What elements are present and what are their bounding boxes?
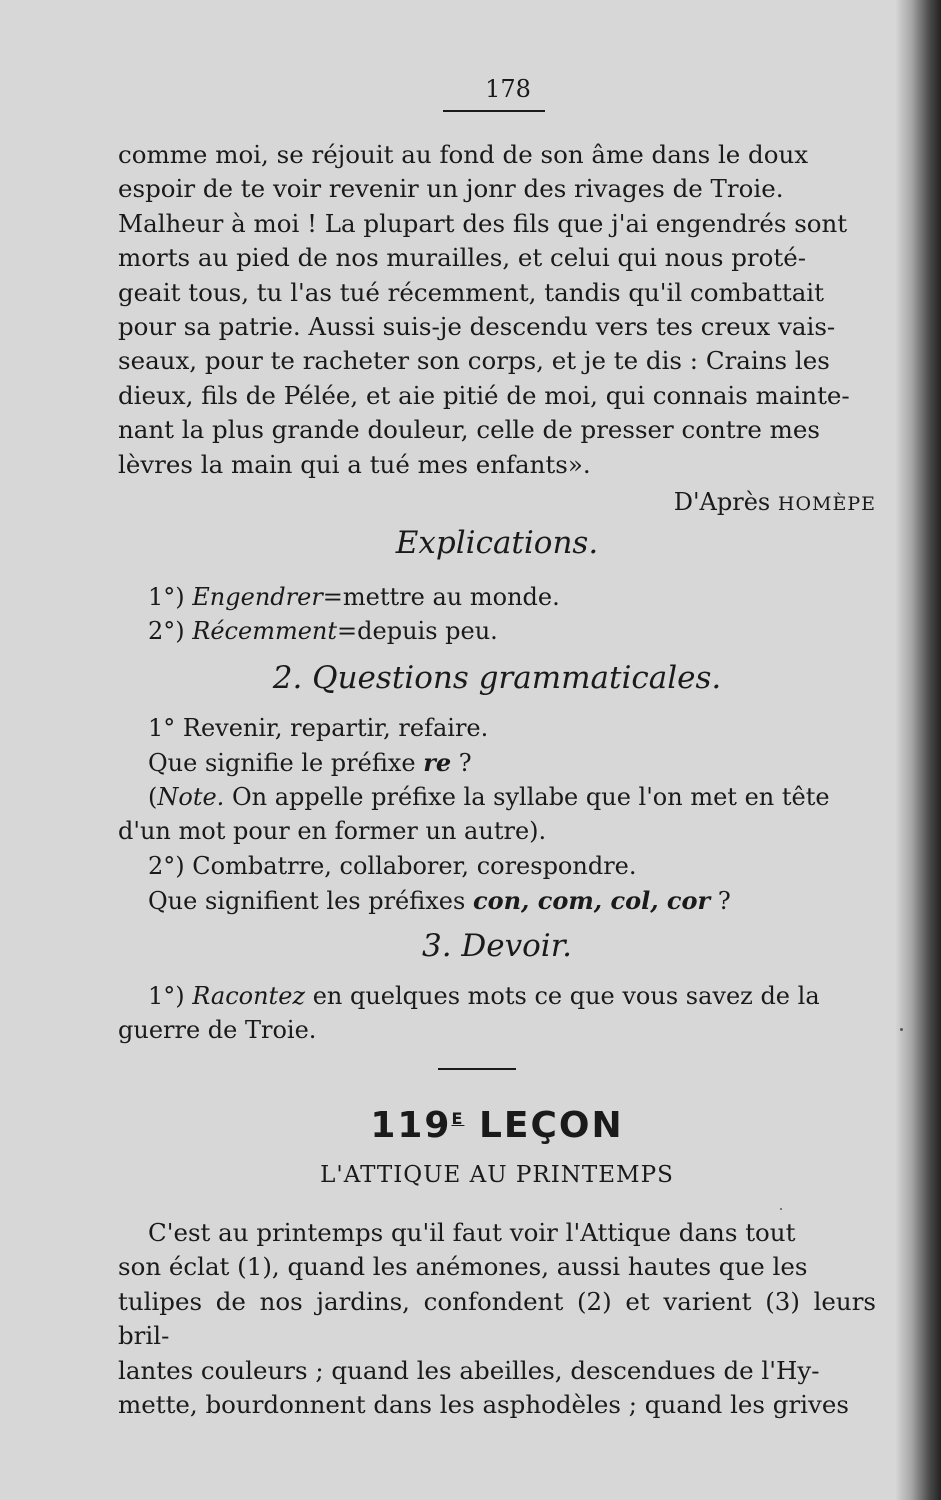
question-1-ask <box>148 748 472 777</box>
devoir-verb: Racontez <box>192 982 306 1010</box>
paragraph-line: son éclat (1), quand les anémones, aussi hautes que les <box>118 1252 808 1282</box>
ask-term: re <box>423 748 452 777</box>
lesson-word: LEÇON <box>478 1105 624 1146</box>
devoir-line-1 <box>148 982 820 1010</box>
lesson-title <box>118 1105 876 1146</box>
note-line-1 <box>148 783 830 811</box>
paragraph-line: lantes couleurs ; quand les abeilles, descendues de l'Hy- <box>118 1355 820 1385</box>
paragraph-line: pour sa patrie. Aussi suis-je descendu vers tes creux vais- <box>118 312 836 342</box>
paragraph-line: lèvres la main qui a tué mes enfants». <box>118 449 591 479</box>
question-1-words: 1° Revenir, repartir, refaire. <box>148 714 489 742</box>
explication-item <box>148 583 560 611</box>
lesson-number: 119 <box>370 1105 452 1146</box>
paragraph-line: morts au pied de nos murailles, et celui qui nous proté- <box>118 243 807 273</box>
paragraph-line: dieux, fils de Pélée, et aie pitié de moi, qui connais mainte- <box>118 380 850 410</box>
question-2-words: 2°) Combatrre, collaborer, corespondre. <box>148 852 637 880</box>
note-line-2: d'un mot pour en former un autre). <box>118 817 547 845</box>
paragraph-line: nant la plus grande douleur, celle de presser contre mes <box>118 415 820 445</box>
note-open: ( <box>148 783 158 811</box>
paper-speck <box>900 1028 903 1031</box>
paragraph-line: espoir de te voir revenir un jonr des rivages de Troie. <box>118 174 784 204</box>
opening-paragraph <box>118 138 876 482</box>
devoir-heading: 3. Devoir. <box>422 928 572 964</box>
devoir-text: en quelques mots ce que vous savez de la <box>305 982 820 1010</box>
page-number-rule <box>443 110 545 112</box>
closing-paragraph <box>118 1216 876 1422</box>
paragraph-line: geait tous, tu l'as tué récemment, tandis qu'il combattait <box>118 277 824 307</box>
ask-terms: con, com, col, cor <box>472 886 711 915</box>
paragraph-line: mette, bourdonnent dans les asphodèles ; quand les grives <box>118 1390 849 1420</box>
paper-speck <box>780 1208 782 1210</box>
page-number: 178 <box>485 75 531 103</box>
ask-suffix: ? <box>710 887 731 915</box>
note-label: Note. <box>157 783 225 811</box>
paragraph-line: seaux, pour te racheter son corps, et je te dis : Crains les <box>118 346 830 376</box>
ask-prefix: Que signifie le préfixe <box>148 749 424 777</box>
attribution-author: HOMÈPE <box>777 493 876 515</box>
item-number: 2°) <box>148 617 185 645</box>
item-number: 1°) <box>148 583 185 611</box>
item-term: Récemment <box>192 617 338 645</box>
devoir-number: 1°) <box>148 982 185 1010</box>
section-separator <box>438 1068 516 1070</box>
attribution <box>674 488 876 516</box>
ask-suffix: ? <box>451 749 472 777</box>
note-text: On appelle préfixe la syllabe que l'on met en tête <box>224 783 830 811</box>
paragraph-line: tulipes de nos jardins, confondent (2) et varient (3) leurs bril- <box>118 1286 876 1351</box>
item-term: Engendrer <box>192 583 323 611</box>
ask-prefix: Que signifient les préfixes <box>148 887 473 915</box>
book-spine-shadow <box>895 0 941 1500</box>
question-2-ask <box>148 886 731 915</box>
paragraph-line: comme moi, se réjouit au fond de son âme dans le doux <box>118 140 809 169</box>
paragraph-line: C'est au printemps qu'il faut voir l'Attique dans tout <box>148 1218 796 1247</box>
item-definition: =depuis peu. <box>337 617 498 645</box>
explications-heading: Explications. <box>395 525 599 561</box>
lesson-subtitle: L'ATTIQUE AU PRINTEMPS <box>320 1162 674 1188</box>
questions-heading: 2. Questions grammaticales. <box>272 660 722 696</box>
paragraph-line: Malheur à moi ! La plupart des fils que j'ai engendrés sont <box>118 208 848 238</box>
lesson-number-suffix: E <box>451 1109 465 1128</box>
attribution-prefix: D'Après <box>673 488 778 516</box>
explication-item <box>148 617 498 645</box>
item-definition: =mettre au monde. <box>322 583 560 611</box>
devoir-line-2: guerre de Troie. <box>118 1016 317 1044</box>
